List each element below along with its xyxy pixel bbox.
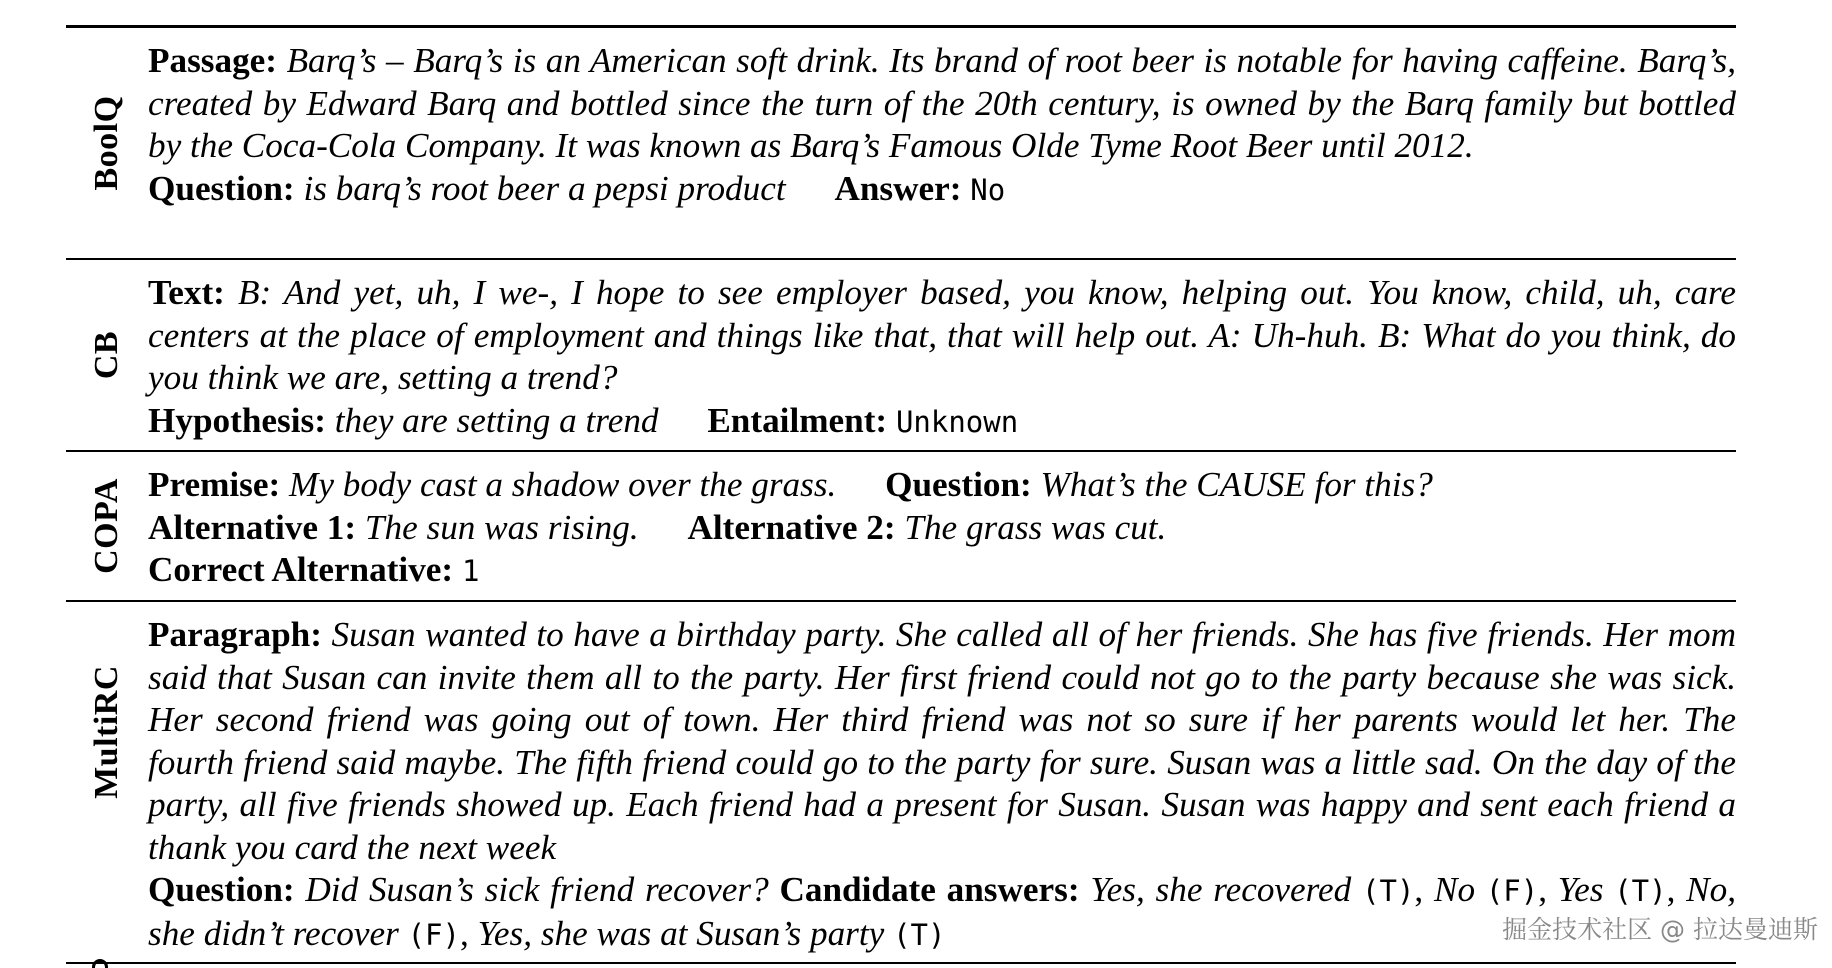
hypothesis-text: they are setting a trend xyxy=(334,400,659,440)
next-row-glyph-fragment xyxy=(92,959,108,968)
question-label: Question: xyxy=(148,168,295,208)
candidates-label: Candidate answers: xyxy=(779,870,1080,909)
row-label-copa: COPA xyxy=(88,478,125,574)
candidate-answer-tag: (T) xyxy=(1362,874,1415,908)
row-copa xyxy=(66,452,1736,600)
row-label-multirc: MultiRC xyxy=(88,664,125,799)
candidate-separator: , xyxy=(1538,870,1558,909)
candidate-separator: , xyxy=(1666,870,1687,909)
row-boolq xyxy=(66,28,1736,258)
candidate-separator: , xyxy=(459,913,478,953)
multirc-paragraph-line xyxy=(148,614,1736,869)
multirc-question-text: Did Susan’s sick friend recover? xyxy=(305,870,769,909)
label-cell-cb xyxy=(66,260,148,450)
candidate-answer-tag: (F) xyxy=(407,917,460,952)
alt2-label: Alternative 2: xyxy=(687,507,896,547)
rule-after-multirc xyxy=(66,962,1736,964)
copa-question-text: What’s the CAUSE for this? xyxy=(1040,465,1433,504)
watermark: 掘金技术社区 @ 拉达曼迪斯 xyxy=(1502,915,1818,944)
candidate-answer-text: Yes, she recovered xyxy=(1090,870,1352,909)
alt1-text: The sun was rising. xyxy=(364,507,639,547)
answer-label: Answer: xyxy=(834,168,962,208)
content-boolq xyxy=(148,28,1736,258)
passage-text: Barq’s – Barq’s is an American soft drink. Its brand of root beer is notable for having caffeine. Barq’s, created by Edward Barq and bottled since the turn of the 20th century, is owned by the Barq family but bottled by the Coca-Cola Company. It was known as Barq’s Famous Olde Tyme Root Beer until 2012. xyxy=(148,41,1737,165)
boolq-passage-line xyxy=(148,40,1736,168)
row-label-cb: CB xyxy=(88,330,125,380)
label-cell-boolq xyxy=(66,28,148,258)
copa-correct-line xyxy=(148,549,1736,593)
copa-question-label: Question: xyxy=(885,465,1032,504)
content-multirc xyxy=(148,602,1736,962)
candidate-answer-text: Yes, she was at Susan’s party xyxy=(477,913,885,953)
candidate-answer-text: No xyxy=(1433,870,1476,909)
copa-alternatives-line xyxy=(148,507,1736,550)
boolq-question-line xyxy=(148,168,1736,212)
correct-label: Correct Alternative: xyxy=(148,550,454,589)
answer-value: No xyxy=(970,172,1006,207)
multirc-question-label: Question: xyxy=(148,870,295,909)
row-label-boolq: BoolQ xyxy=(88,95,125,191)
content-copa xyxy=(148,452,1736,600)
row-cb xyxy=(66,260,1736,450)
passage-label: Passage: xyxy=(148,41,277,80)
text-label: Text: xyxy=(148,273,225,312)
entailment-value: Unknown xyxy=(895,404,1019,439)
candidate-answer-text: No, she didn’t recover xyxy=(148,870,1737,953)
candidate-answer-tag: (F) xyxy=(1485,874,1539,908)
label-cell-copa xyxy=(66,452,148,600)
candidate-answer-tag: (T) xyxy=(1614,874,1667,908)
hypothesis-label: Hypothesis: xyxy=(148,400,326,440)
label-cell-multirc xyxy=(66,602,148,962)
examples-table xyxy=(66,25,1736,964)
candidate-answer-tag: (T) xyxy=(893,917,946,952)
paragraph-label: Paragraph: xyxy=(148,615,322,654)
premise-label: Premise: xyxy=(148,465,281,504)
cb-hypothesis-line xyxy=(148,400,1736,444)
alt1-label: Alternative 1: xyxy=(148,507,357,547)
multirc-question-line xyxy=(148,869,1736,956)
row-multirc xyxy=(66,602,1736,962)
copa-premise-line xyxy=(148,464,1736,507)
alt2-text: The grass was cut. xyxy=(904,507,1167,547)
cb-text: B: And yet, uh, I we-, I hope to see employer based, you know, helping out. You know, child, uh, care centers at the place of employment and things like that, that will help out. A: Uh-huh. B: What do you think, do you think we are, setting a trend? xyxy=(148,273,1736,397)
paragraph-text: Susan wanted to have a birthday party. She called all of her friends. She has five friends. Her mom said that Susan can invite them all to the party. Her first friend could not go to the party because she was sick. Her second friend was going out of town. Her third friend was not so sure if her parents would let her. The fourth friend said maybe. The fifth friend could go to the party for sure. Susan was a little sad. On the day of the party, all five friends showed up. Each friend had a present for Susan. Susan was happy and sent each friend a thank you card the next week xyxy=(148,615,1736,867)
correct-value: 1 xyxy=(461,554,480,588)
candidate-separator: , xyxy=(1414,870,1434,909)
entailment-label: Entailment: xyxy=(707,400,888,440)
question-text: is barq’s root beer a pepsi product xyxy=(303,168,786,208)
content-cb xyxy=(148,260,1736,450)
candidate-answer-text: Yes xyxy=(1557,870,1604,909)
cb-text-line xyxy=(148,272,1736,400)
premise-text: My body cast a shadow over the grass. xyxy=(289,465,837,504)
